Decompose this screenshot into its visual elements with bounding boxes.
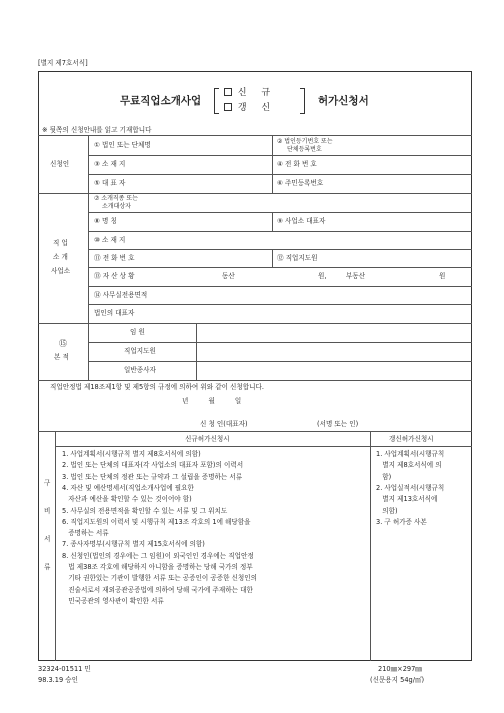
- option-renew[interactable]: [224, 103, 276, 113]
- assets-label: ⑬ 자 산 상 황: [94, 272, 135, 280]
- doc-item: 8. 신청인(법인의 경우에는 그 임원)이 외국인인 경우에는 직업안정: [62, 551, 254, 560]
- footer-approved: 98.3.19 승인: [38, 676, 79, 684]
- docs-side-label-2: 비: [44, 507, 51, 515]
- doc-item: 3. 법인 또는 단체의 정관 또는 규약과 그 설립을 증명하는 서류: [62, 472, 243, 481]
- option-new[interactable]: [224, 88, 276, 98]
- doc-item: 의함): [376, 506, 398, 515]
- declaration-text: 직업안정법 제18조제1항 및 제5항의 규정에 의하여 위와 같이 신청합니다.: [50, 383, 264, 391]
- bracket-right: [300, 88, 305, 114]
- option-new-label: 신 규: [237, 87, 277, 98]
- movable-assets-unit: 원,: [318, 272, 327, 280]
- staff-number: ⑮: [59, 339, 67, 348]
- doc-item: 자산과 예산을 확인할 수 있는 것이어야 함): [62, 495, 192, 504]
- signature-note[interactable]: (서명 또는 인): [317, 420, 359, 428]
- office-section-label-2: 소 개: [53, 253, 68, 261]
- bracket-left: [214, 88, 219, 114]
- checkbox-icon[interactable]: [224, 103, 232, 111]
- staff-row-executives: 임 원: [130, 328, 145, 336]
- doc-item: 민국공관의 영사관이 확인한 서류: [62, 596, 164, 605]
- corp-reg-number-label: 단체등록번호: [287, 146, 322, 153]
- office-name-label: ⑧ 명 칭: [94, 217, 117, 225]
- job-type-label: 소개대상자: [102, 203, 131, 210]
- doc-item: 진술서로서 재외공관공증법에 의하여 당해 국가에 주재하는 대한: [62, 585, 253, 594]
- checkbox-icon[interactable]: [224, 88, 232, 96]
- footer-code: 32324-01511 민: [38, 665, 91, 673]
- phone-field[interactable]: ④ 전 화 번 호: [277, 160, 317, 168]
- form-number: [별지 제7호서식]: [38, 59, 88, 67]
- doc-item: 1. 사업계획서(시행규칙 별지 제8호서식에 의함): [62, 450, 201, 458]
- title-left: 무료직업소개사업: [120, 95, 202, 107]
- doc-item: 4. 자산 및 예산명세서(직업소개사업에 필요한: [62, 483, 194, 492]
- resident-number-field[interactable]: ⑥ 주민등록번호: [277, 179, 324, 187]
- office-phone-field[interactable]: ⑪ 전 화 번 호: [94, 254, 135, 262]
- footer-size: 210㎜×297㎜: [378, 665, 422, 673]
- footer-paper: (신문용지 54g/㎡): [370, 676, 425, 684]
- signer-label: 신 청 인(대표자): [200, 420, 248, 428]
- office-rep-field[interactable]: ⑨ 사업소 대표자: [277, 217, 326, 225]
- office-address-field[interactable]: ⑩ 소 재 지: [94, 236, 126, 244]
- docs-side-label-4: 류: [44, 563, 51, 571]
- office-area-field[interactable]: ⑭ 사무실전용면적: [94, 291, 148, 299]
- representative-field[interactable]: ⑤ 대 표 자: [94, 179, 126, 187]
- new-permit-header: 신규허가신청시: [185, 435, 230, 443]
- doc-item: 5. 사무실의 전용면적을 확인할 수 있는 서류 및 그 위치도: [62, 506, 228, 515]
- movable-assets-label: 동산: [222, 272, 235, 280]
- doc-item: 2. 법인 또는 단체의 대표자(각 사업소의 대표자 포함)의 이력서: [62, 461, 244, 470]
- real-estate-unit: 원: [439, 272, 446, 280]
- docs-side-label-1: 구: [44, 479, 51, 487]
- doc-item: 별지 제13호서식에: [376, 495, 438, 504]
- doc-item: 3. 구 허가증 사본: [376, 517, 427, 526]
- real-estate-label: 부동산: [346, 272, 366, 280]
- address-field[interactable]: ③ 소 재 지: [94, 160, 126, 168]
- staff-section-label: 본 적: [54, 353, 69, 361]
- doc-item: 증명하는 서류: [62, 529, 109, 538]
- title-right: 허가신청서: [318, 95, 369, 107]
- option-renew-label: 갱 신: [237, 102, 277, 113]
- doc-item: 함): [376, 472, 392, 481]
- doc-item: 6. 직업지도원의 이력서 및 시행규칙 제13조 각호의 1에 해당함을: [62, 517, 251, 526]
- doc-item: 법 제38조 각호에 해당하지 아니함을 증명하는 당해 국가의 정부: [62, 563, 253, 571]
- doc-item: 기타 권한있는 기관이 발행한 서류 또는 공증인이 공증한 신청인의: [62, 574, 258, 583]
- applicant-section-label: 신청인: [50, 160, 70, 168]
- date-line[interactable]: 년 월 일: [182, 397, 242, 405]
- doc-item: 1. 사업계획서(시행규칙: [376, 450, 445, 458]
- doc-item: 7. 종사자명부(시행규칙 별지 제15호서식에 의함): [62, 540, 205, 549]
- staff-row-counselors: 직업지도원: [124, 347, 156, 355]
- staff-row-general: 일반종사자: [124, 366, 156, 374]
- corp-representative-field[interactable]: 법인의 대표자: [94, 309, 135, 317]
- office-section-label-1: 직 업: [53, 239, 68, 247]
- instruction-note: ※ 뒷쪽의 신청안내를 읽고 기재합니다: [42, 126, 152, 134]
- docs-side-label-3: 서: [44, 535, 51, 543]
- job-type-field[interactable]: ⑦ 소개직종 또는: [94, 195, 138, 202]
- corp-name-field[interactable]: ① 법인 또는 단체명: [94, 141, 151, 149]
- corp-reg-number-field[interactable]: ② 법인등기번호 또는: [277, 138, 333, 145]
- renew-permit-header: 갱신허가신청시: [389, 435, 434, 443]
- office-section-label-3: 사업소: [51, 267, 71, 275]
- doc-item: 2. 사업실적서(시행규칙: [376, 483, 445, 492]
- office-name-field[interactable]: [94, 218, 117, 225]
- job-counselor-field[interactable]: ⑫ 직업지도원: [277, 254, 318, 262]
- doc-item: 별지 제8호서식에 의: [376, 461, 442, 470]
